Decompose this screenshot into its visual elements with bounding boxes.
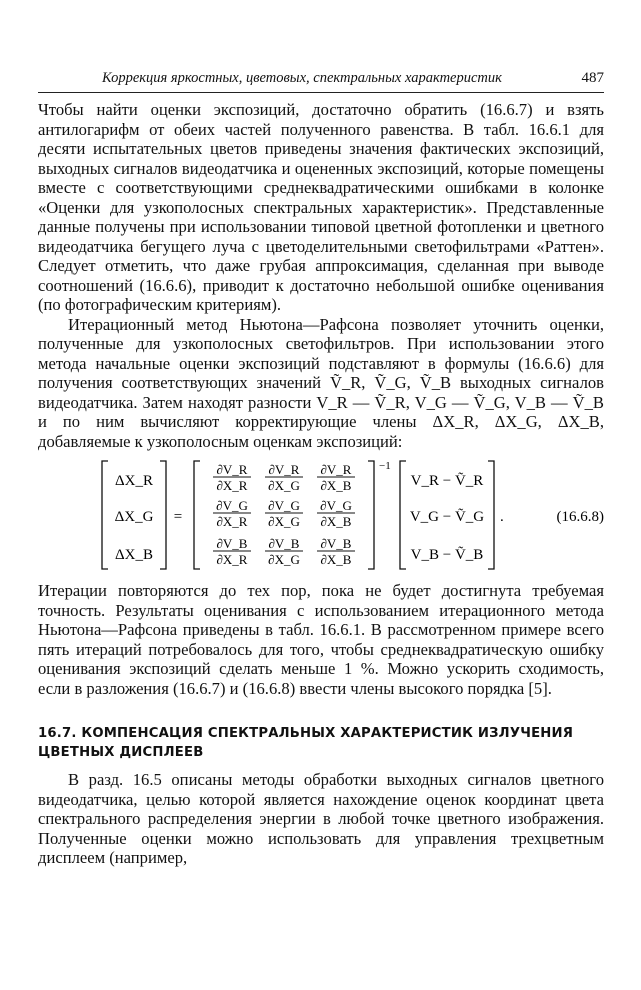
lhs-cell-1: ΔX_R bbox=[115, 473, 153, 489]
inverse-exponent: −1 bbox=[379, 460, 391, 472]
lhs-cell-3: ΔX_B bbox=[115, 547, 153, 563]
jacobian-numerator: ∂V_G bbox=[268, 498, 300, 513]
jacobian-numerator: ∂V_B bbox=[320, 536, 352, 551]
paragraph-2: Итерационный метод Ньютона—Рафсона позволяет уточнить оценки, полученные для узкополосных светофильтров. При использовании этого метода начальные оценки экспозиций подставляют в формулы (16.6.6) для получения соответствующих значений Ṽ_R, Ṽ_G, Ṽ_B выходных сигналов видеодатчика. Затем находят разности V_R — Ṽ_R, V_G — Ṽ_G, V_B — Ṽ_B и по ним вычисляют корректирующие члены ΔX_R, ΔX_G, ΔX_B, добавляемые к узкополосным оценкам экспозиций: bbox=[38, 314, 604, 451]
rhs-cell-2: V_G − Ṽ_G bbox=[409, 509, 485, 525]
jacobian-denominator: ∂X_R bbox=[216, 552, 248, 567]
running-head bbox=[38, 70, 604, 93]
jacobian-numerator: ∂V_B bbox=[268, 536, 300, 551]
rhs-cell-1: V_R − Ṽ_R bbox=[410, 473, 484, 489]
jacobian-denominator: ∂X_G bbox=[268, 552, 300, 567]
jacobian-denominator: ∂X_B bbox=[320, 478, 352, 493]
equation-label: (16.6.8) bbox=[556, 509, 604, 525]
jacobian-denominator: ∂X_G bbox=[268, 478, 300, 493]
jacobian-denominator: ∂X_B bbox=[320, 514, 352, 529]
jacobian-denominator: ∂X_R bbox=[216, 478, 248, 493]
paragraph-4: В разд. 16.5 описаны методы обработки выходных сигналов цветного видеодатчика, целью которой является нахождение оценок координат цвета спектрального распределения энергии в любой точке цветного изображения. Полученные оценки можно использовать для управления трехцветным дисплеем (например, bbox=[38, 770, 604, 867]
paragraph-1: Чтобы найти оценки экспозиций, достаточно обратить (16.6.7) и взять антилогарифм от обеих частей полученного равенства. В табл. 16.6.1 для десяти испытательных цветов приведены значения фактических экспозиций, выходных сигналов видеодатчика и оцененных экспозиций, которые помещены вместе с соответствующими среднеквадратическими ошибками в колонке «Оценки для узкополосных спектральных характеристик». Представленные данные получены при использовании типовой цветной фотопленки и цветного видеодатчика бегущего луча с цветоделительными светофильтрами «Раттен». Следует отметить, что даже грубая аппроксимация, сделанная при выводе соотношений (16.6.6), приводит к достаточно небольшой ошибке оценивания (по фотографическим критериям). bbox=[38, 100, 604, 314]
jacobian-numerator: ∂V_B bbox=[216, 536, 248, 551]
jacobian-denominator: ∂X_G bbox=[268, 514, 300, 529]
jacobian-numerator: ∂V_G bbox=[320, 498, 352, 513]
jacobian-numerator: ∂V_R bbox=[268, 462, 300, 477]
equals-sign: = bbox=[173, 509, 183, 525]
equation-period: . bbox=[500, 509, 504, 525]
equation-svg bbox=[38, 455, 604, 575]
jacobian-denominator: ∂X_B bbox=[320, 552, 352, 567]
jacobian-numerator: ∂V_R bbox=[216, 462, 248, 477]
jacobian-denominator: ∂X_R bbox=[216, 514, 248, 529]
page-number: 487 bbox=[581, 70, 604, 86]
page-body bbox=[38, 100, 604, 868]
equation-16-6-8 bbox=[38, 455, 604, 575]
running-head-title: Коррекция яркостных, цветовых, спектральных характеристик bbox=[102, 70, 502, 86]
lhs-cell-2: ΔX_G bbox=[114, 509, 154, 525]
paragraph-3: Итерации повторяются до тех пор, пока не будет достигнута требуемая точность. Результаты оценивания с использованием итерационного метода Ньютона—Рафсона приведены в табл. 16.6.1. В рассмотренном примере всего пять итераций потребовалось для того, чтобы среднеквадратическую ошибку оценивания экспозиций сделать меньше 1 %. Можно ускорить сходимость, если в разложения (16.6.7) и (16.6.8) ввести члены высокого порядка [5]. bbox=[38, 581, 604, 698]
rhs-cell-3: V_B − Ṽ_B bbox=[410, 547, 484, 563]
jacobian-matrix bbox=[213, 462, 355, 567]
jacobian-numerator: ∂V_R bbox=[320, 462, 352, 477]
jacobian-numerator: ∂V_G bbox=[216, 498, 248, 513]
section-heading: 16.7. КОМПЕНСАЦИЯ СПЕКТРАЛЬНЫХ ХАРАКТЕРИСТИК ИЗЛУЧЕНИЯ ЦВЕТНЫХ ДИСПЛЕЕВ bbox=[38, 726, 574, 760]
